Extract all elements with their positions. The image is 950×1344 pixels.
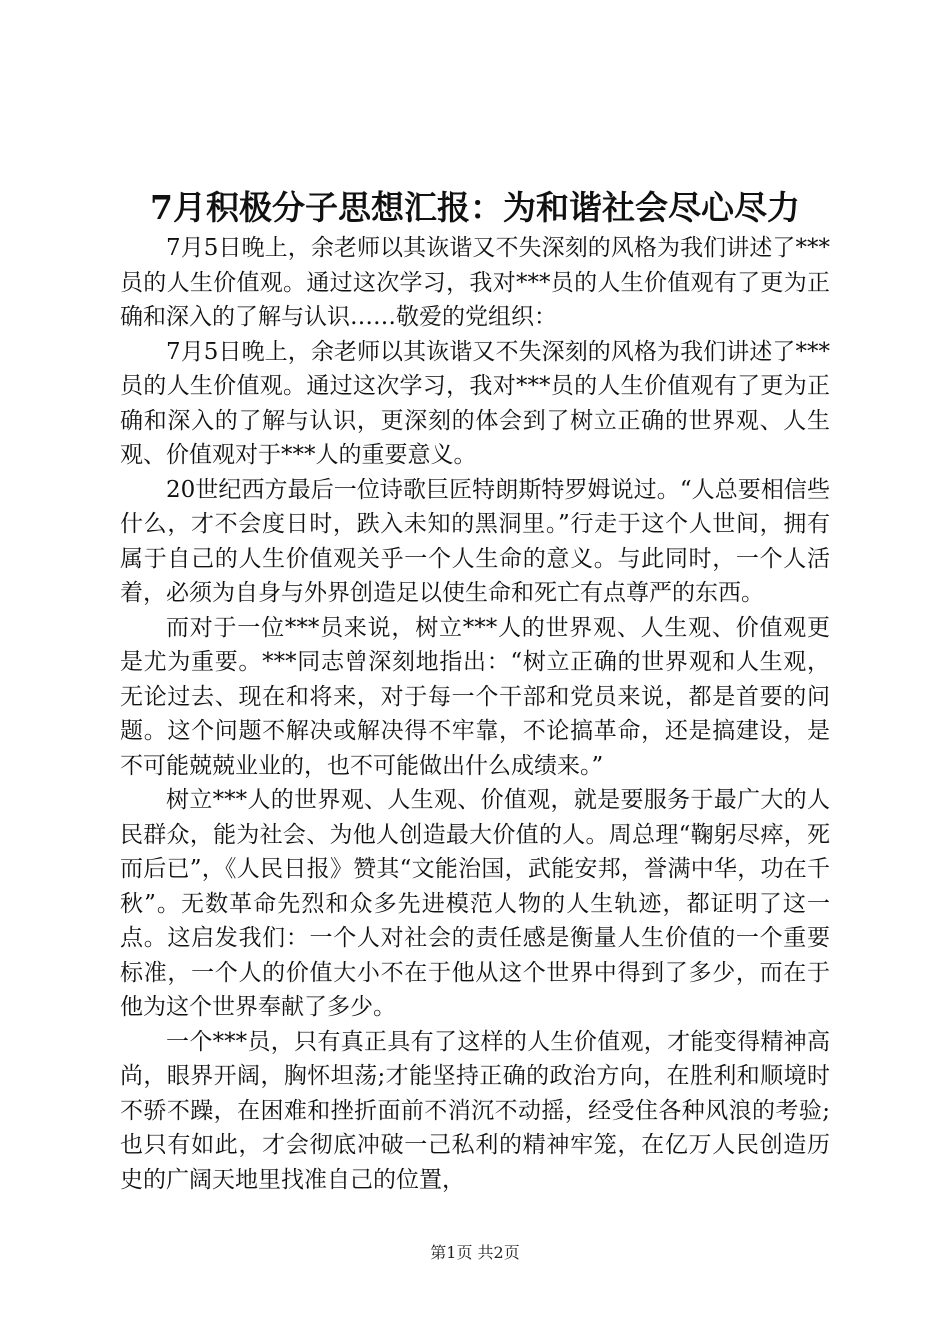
paragraph: 树立***人的世界观、人生观、价值观，就是要服务于最广大的人民群众，能为社会、为他人创造最大价值的人。周总理“鞠躬尽瘁，死而后已”，《人民日报》赞其“文能治国，武能安邦，誉满中华，功在千秋”。无数革命先烈和众多先进模范人物的人生轨迹，都证明了这一点。这启发我们：一个人对社会的责任感是衡量人生价值的一个重要标准，一个人的价值大小不在于他从这个世界中得到了多少，而在于他为这个世界奉献了多少。 bbox=[120, 787, 830, 1020]
paragraph: 7月5日晚上，余老师以其诙谐又不失深刻的风格为我们讲述了***员的人生价值观。通过这次学习，我对***员的人生价值观有了更为正确和深入的了解与认识……敬爱的党组织： bbox=[120, 235, 830, 330]
paragraph: 7月5日晚上，余老师以其诙谐又不失深刻的风格为我们讲述了***员的人生价值观。通过这次学习，我对***员的人生价值观有了更为正确和深入的了解与认识，更深刻的体会到了树立正确的世界观、人生观、价值观对于***人的重要意义。 bbox=[120, 338, 830, 468]
paragraph: 20世纪西方最后一位诗歌巨匠特朗斯特罗姆说过。“人总要相信些什么，才不会度日时，跌入未知的黑洞里。”行走于这个人世间，拥有属于自己的人生价值观关乎一个人生命的意义。与此同时，一个人活着，必须为自身与外界创造足以使生命和死亡有点尊严的东西。 bbox=[120, 476, 830, 606]
page-footer: 第1页 共2页 bbox=[430, 1243, 520, 1262]
paragraph: 一个***员，只有真正具有了这样的人生价值观，才能变得精神高尚，眼界开阔，胸怀坦荡;才能坚持正确的政治方向，在胜利和顺境时不骄不躁，在困难和挫折面前不消沉不动摇，经受住各种风浪的考验;也只有如此，才会彻底冲破一己私利的精神牢笼，在亿万人民创造历史的广阔天地里找准自己的位置， bbox=[120, 1028, 830, 1193]
document-title: 7月积极分子思想汇报：为和谐社会尽心尽力 bbox=[150, 188, 800, 227]
paragraph: 而对于一位***员来说，树立***人的世界观、人生观、价值观更是尤为重要。***同志曾深刻地指出：“树立正确的世界观和人生观，无论过去、现在和将来，对于每一个干部和党员来说，都是首要的问题。这个问题不解决或解决得不牢靠，不论搞革命，还是搞建设，是不可能兢兢业业的，也不可能做出什么成绩来。” bbox=[120, 614, 830, 779]
document-body bbox=[120, 231, 830, 1197]
